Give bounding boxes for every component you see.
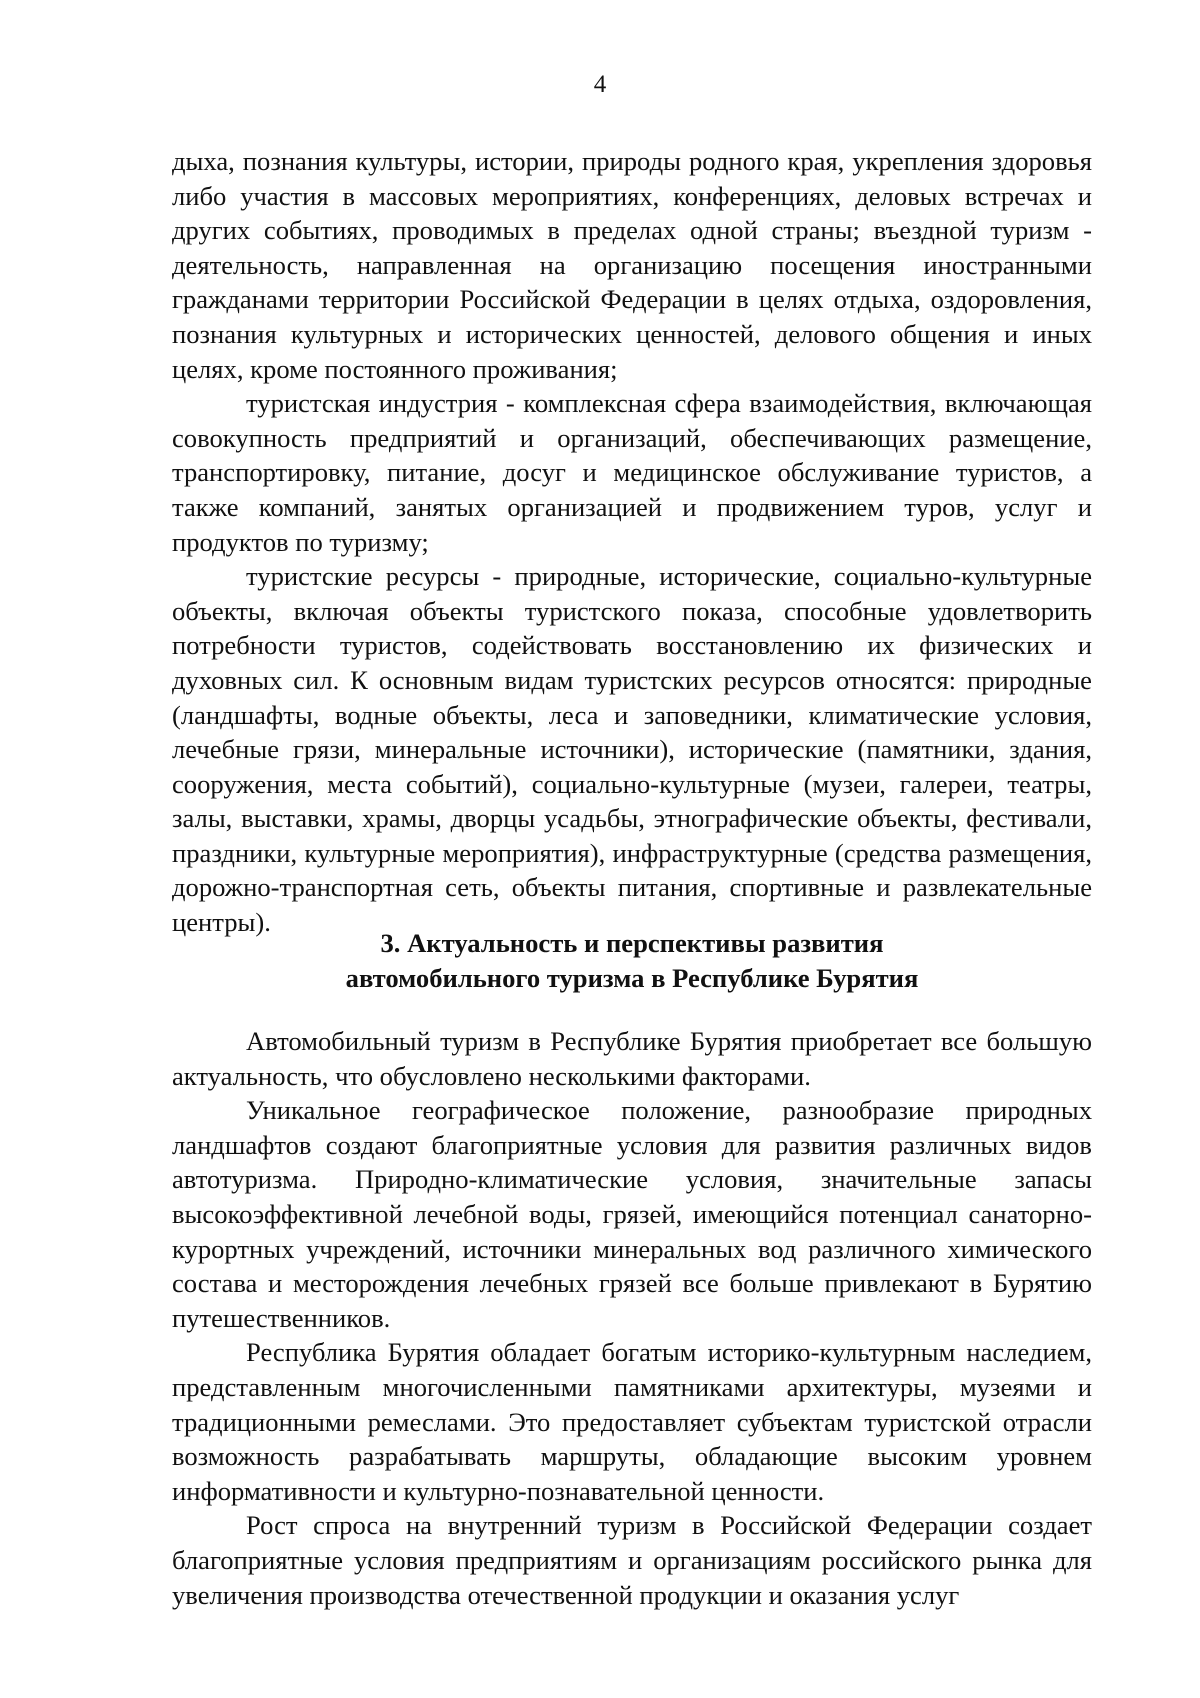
paragraph-tourism-resources: туристские ресурсы - природные, исторические, социально-культурные объекты, включая объекты туристского показа, способные удовлетворить потребности туристов, содействовать восстановлению их физических и духовных сил. К основным видам туристских ресурсов относятся: природные (ландшафты, водные объекты, леса и заповедники, климатические условия, лечебные грязи, минеральные источники), исторические (памятники, здания, сооружения, места событий), социально-культурные (музеи, галереи, театры, залы, выставки, храмы, дворцы усадьбы, этнографические объекты, фестивали, праздники, культурные мероприятия), инфраструктурные (средства размещения, дорожно-транспортная сеть, объекты питания, спортивные и развлекательные центры).: [172, 561, 1092, 938]
section-heading: [172, 926, 1092, 995]
section-body-text: [172, 1024, 1092, 1612]
definitions-text: [172, 144, 1092, 940]
paragraph-heritage: Республика Бурятия обладает богатым историко-культурным наследием, представленным многочисленными памятниками архитектуры, музеями и традиционными ремеслами. Это предоставляет субъектам туристской отрасли возможность разрабатывать маршруты, обладающие высоким уровнем информативности и культурно-познавательной ценности.: [172, 1337, 1092, 1506]
paragraph-geography: Уникальное географическое положение, разнообразие природных ландшафтов создают благоприятные условия для развития различных видов автотуризма. Природно-климатические условия, значительные запасы высокоэффективной лечебной воды, грязей, имеющийся потенциал санаторно-курортных учреждений, источники минеральных вод различного химического состава и месторождения лечебных грязей все больше привлекают в Бурятию путешественников.: [172, 1095, 1092, 1333]
page-number: 4: [593, 71, 607, 98]
paragraph-domestic-demand: Рост спроса на внутренний туризм в Российской Федерации создает благоприятные условия предприятиям и организациям российского рынка для увеличения производства отечественной продукции и оказания услуг: [172, 1510, 1092, 1610]
section-heading-line-2: автомобильного туризма в Республике Бурятия: [345, 962, 919, 993]
paragraph-inbound-tourism: дыха, познания культуры, истории, природы родного края, укрепления здоровья либо участия в массовых мероприятиях, конференциях, деловых встречах и других событиях, проводимых в пределах одной страны; въездной туризм - деятельность, направленная на организацию посещения иностранными гражданами территории Российской Федерации в целях отдыха, оздоровления, познания культурных и исторических ценностей, делового общения и иных целях, кроме постоянного проживания;: [172, 146, 1092, 384]
section-heading-line-1: 3. Актуальность и перспективы развития: [380, 928, 884, 958]
paragraph-tourism-industry: туристская индустрия - комплексная сфера взаимодействия, включающая совокупность предприятий и организаций, обеспечивающих размещение, транспортировку, питание, досуг и медицинское обслуживание туристов, а также компаний, занятых организацией и продвижением туров, услуг и продуктов по туризму;: [172, 388, 1092, 557]
paragraph-relevance: Автомобильный туризм в Республике Бурятия приобретает все большую актуальность, что обусловлено несколькими факторами.: [172, 1026, 1092, 1091]
